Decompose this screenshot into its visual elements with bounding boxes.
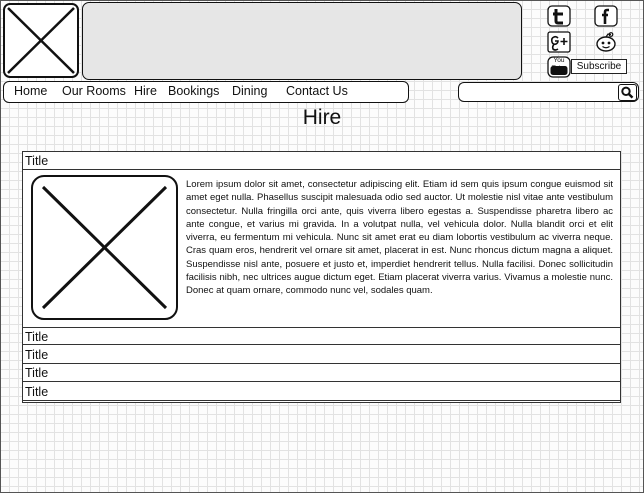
twitter-icon[interactable]	[547, 5, 571, 27]
accordion-title: Title	[25, 154, 49, 168]
logo-image-placeholder[interactable]	[3, 3, 79, 78]
main-nav	[3, 81, 409, 103]
content-image-placeholder	[31, 175, 178, 320]
accordion-title: Title	[25, 330, 49, 344]
search-box[interactable]	[458, 82, 639, 102]
accordion-title: Title	[25, 385, 49, 399]
accordion-header[interactable]	[23, 346, 620, 364]
facebook-icon[interactable]	[594, 5, 618, 27]
image-placeholder-icon	[33, 177, 176, 318]
accordion-body-text: Lorem ipsum dolor sit amet, consectetur adipiscing elit. Etiam id sem quis ipsum congue euismod sit amet eget nulla. Phasellus suscipit malesuada odio sed auctor. Ut molestie nisl vitae ante vestibulum consectetur. Nulla fringilla orci ante, quis viverra libero egestas a. Suspendisse pharetra libero ac ante congue, et varius mi gravida. In a volutpat nulla, vel vehicula dolor. Nulla blandit orci et elit viverra, eu fermentum mi vehicula. Nunc sit amet erat eu diam lobortis vestibulum ac viverra neque. Cras quam eros, hendrerit vel ornare sit amet, placerat in est. Nunc rhoncus dictum magna a aliquet. Suspendisse nisl ante, posuere et justo et, imperdiet hendrerit tellus. Nulla facilisi. Donec sollicitudin facilisis nibh, nec ultrices augue dictum eget. Etiam placerat viverra varius. Vivamus a molestie nunc. Donec at quam ornare, commodo nunc vel, sodales quam.	[186, 179, 613, 297]
accordion-title: Title	[25, 348, 49, 362]
search-button[interactable]	[618, 84, 637, 101]
accordion-title: Title	[25, 366, 49, 380]
youtube-label: You Tube	[551, 57, 567, 72]
search-icon	[619, 85, 636, 100]
page-title: Hire	[302, 106, 342, 129]
subscribe-button[interactable]: Subscribe	[571, 59, 627, 74]
accordion-header[interactable]	[23, 152, 620, 170]
nav-item-contact-us[interactable]: Contact Us	[286, 84, 348, 98]
accordion-header[interactable]	[23, 364, 620, 382]
image-placeholder-icon	[5, 5, 77, 76]
nav-item-home[interactable]: Home	[14, 84, 48, 98]
reddit-icon[interactable]	[594, 31, 618, 53]
google-plus-icon[interactable]	[547, 31, 571, 53]
youtube-icon[interactable]	[547, 56, 571, 78]
accordion-header[interactable]	[23, 383, 620, 401]
accordion-header[interactable]	[23, 327, 620, 345]
nav-item-our-rooms[interactable]: Our Rooms	[62, 84, 126, 98]
header-banner	[82, 2, 522, 80]
nav-item-dining[interactable]: Dining	[232, 84, 268, 98]
nav-item-bookings[interactable]: Bookings	[168, 84, 220, 98]
nav-item-hire[interactable]: Hire	[134, 84, 157, 98]
accordion	[22, 151, 621, 403]
